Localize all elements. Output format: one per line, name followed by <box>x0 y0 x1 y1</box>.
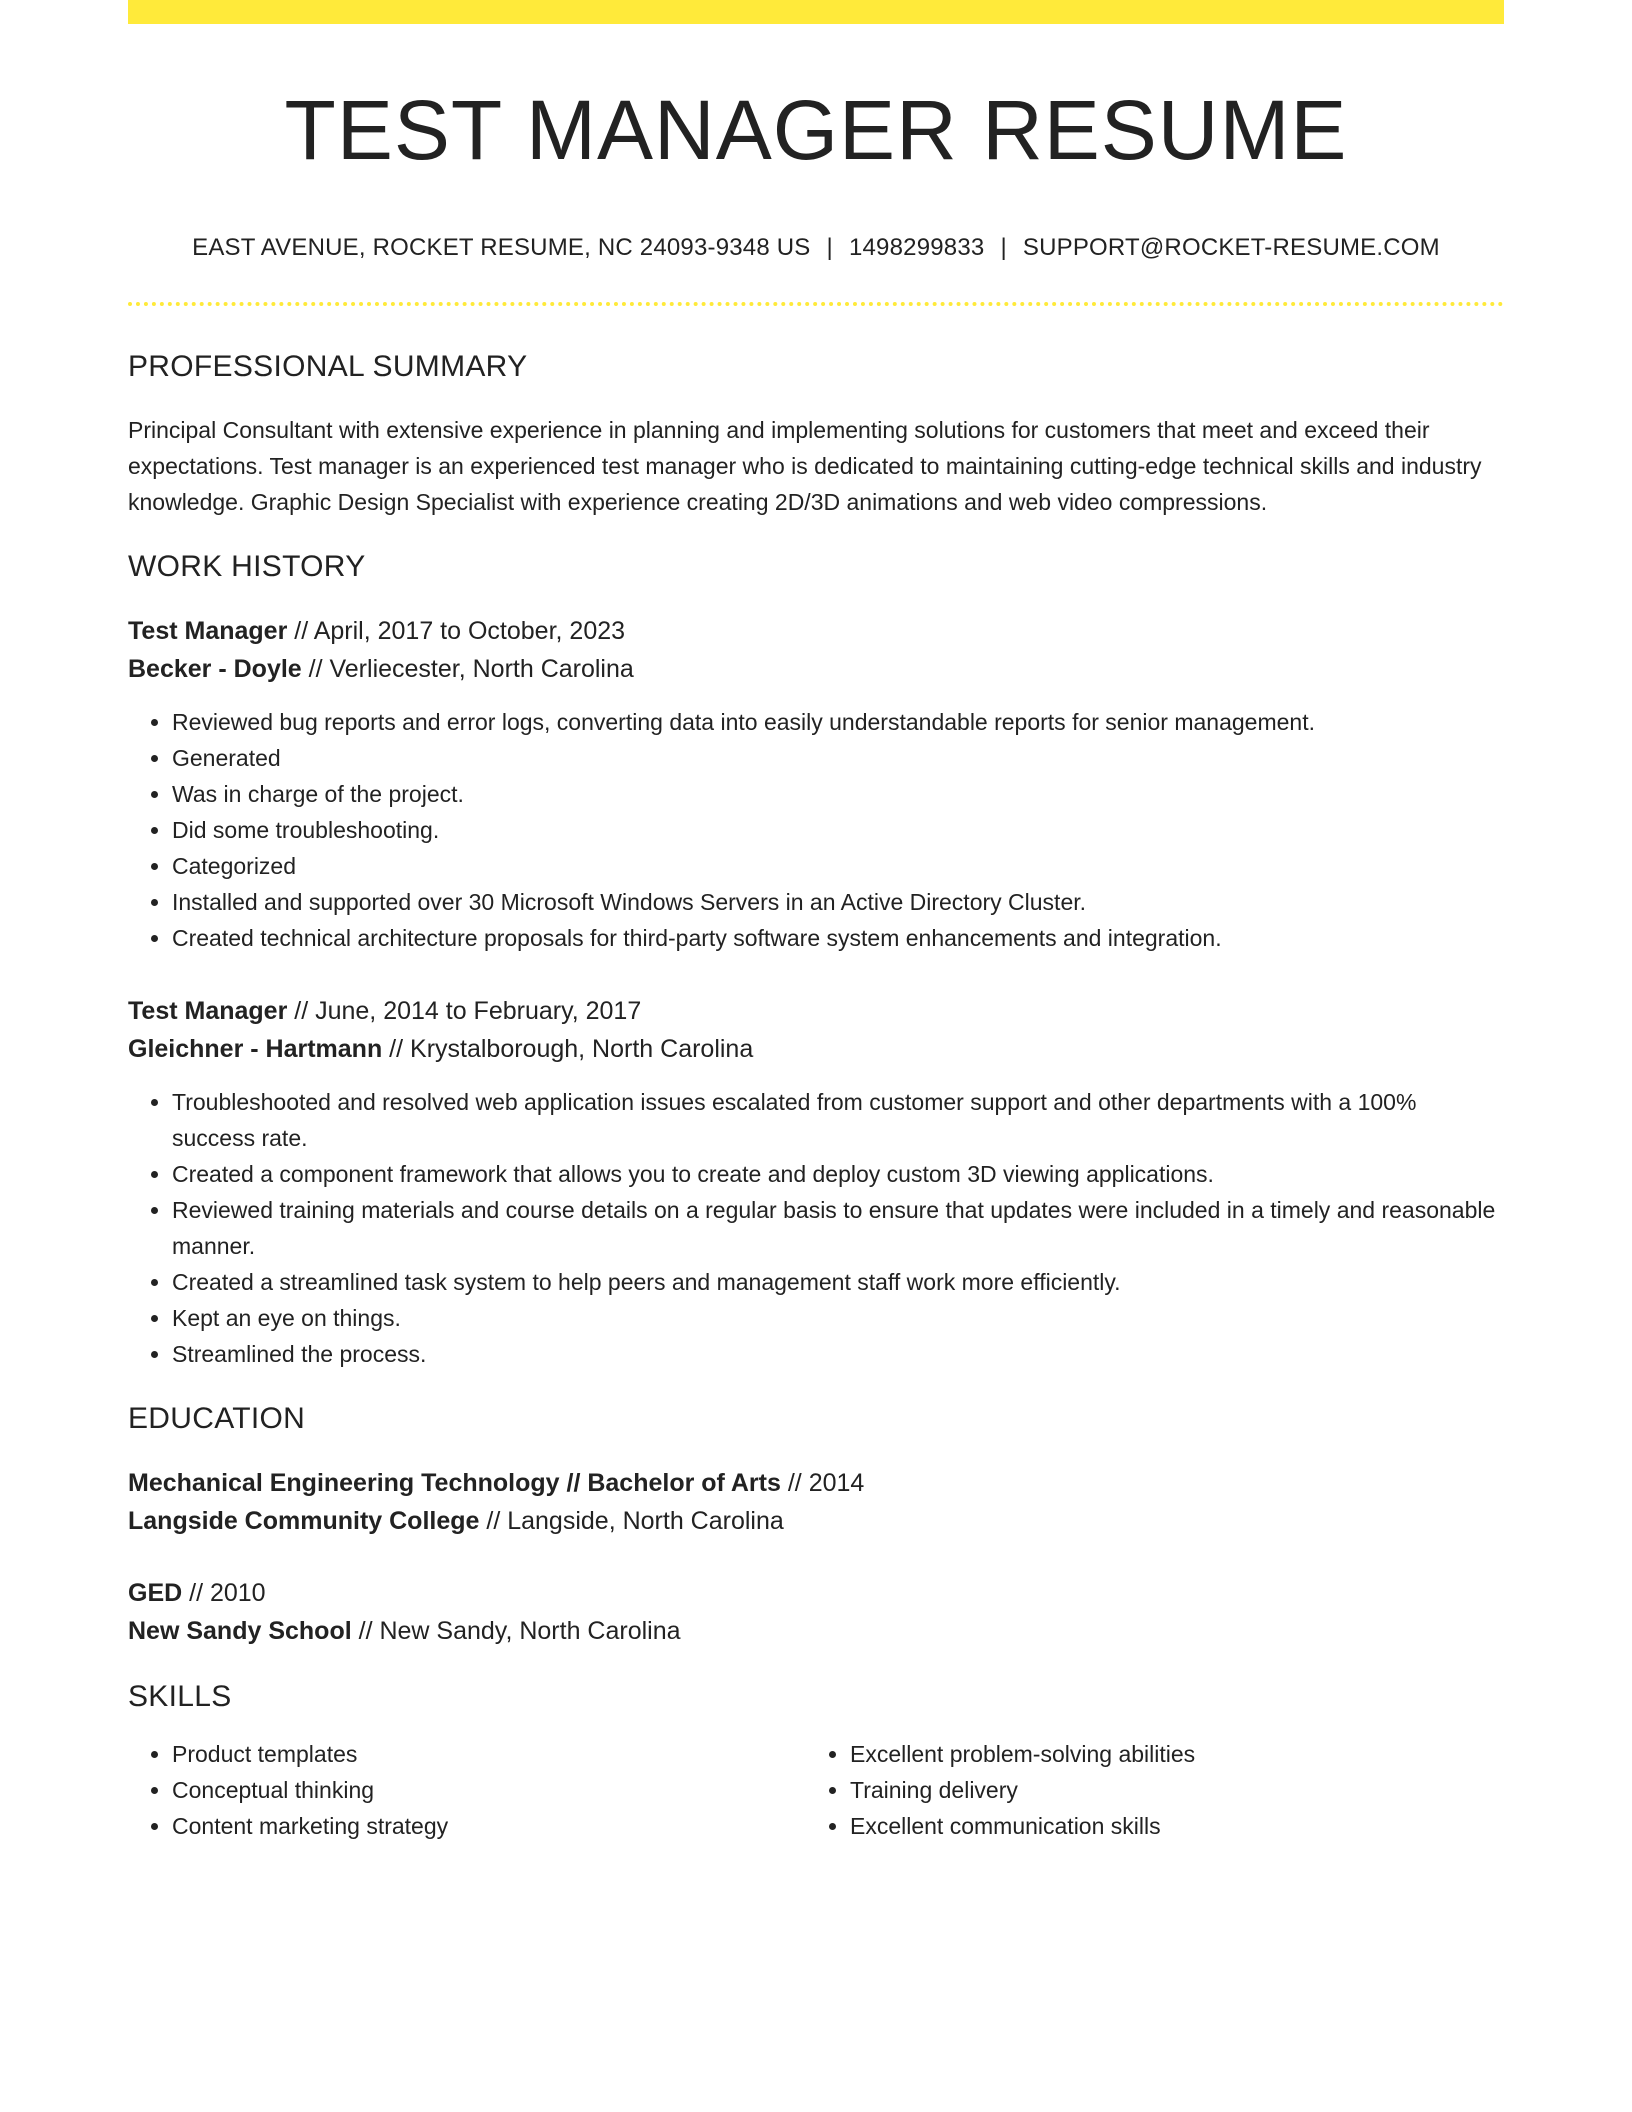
section-title-work: WORK HISTORY <box>128 550 366 584</box>
list-item: • Excellent problem-solving abilities <box>850 1736 1484 1772</box>
list-item: • Content marketing strategy <box>172 1808 806 1844</box>
contact-email: SUPPORT@ROCKET-RESUME.COM <box>1022 234 1440 262</box>
job-company: Becker - Doyle <box>128 655 302 684</box>
list-item: • Excellent communication skills <box>850 1808 1484 1844</box>
skills-column-right <box>806 1736 1484 1844</box>
skills-column-left <box>128 1736 806 1844</box>
education-entry <box>128 1574 1504 1650</box>
job-location: // Krystalborough, North Carolina <box>382 1035 754 1064</box>
list-item: • Categorized <box>172 848 1504 884</box>
list-item: • Created a streamlined task system to help peers and management staff work more efficiently. <box>172 1264 1504 1300</box>
contact-separator: | <box>826 234 833 262</box>
contact-line <box>128 234 1504 262</box>
contact-separator: | <box>1000 234 1007 262</box>
list-item: • Product templates <box>172 1736 806 1772</box>
list-item: • Generated <box>172 740 1504 776</box>
list-item: • Created technical architecture proposals for third-party software system enhancements and integration. <box>172 920 1504 956</box>
job-dates: // June, 2014 to February, 2017 <box>287 997 642 1026</box>
job-entry <box>128 992 1504 1372</box>
section-title-skills: SKILLS <box>128 1680 232 1714</box>
education-school-line <box>128 1612 1504 1650</box>
resume-title: TEST MANAGER RESUME <box>284 83 1348 177</box>
contact-address: EAST AVENUE, ROCKET RESUME, NC 24093-9348 US <box>192 234 811 262</box>
list-item: • Reviewed bug reports and error logs, converting data into easily understandable reports for senior management. <box>172 704 1504 740</box>
education-school: Langside Community College <box>128 1507 480 1536</box>
summary-text: Principal Consultant with extensive experience in planning and implementing solutions for customers that meet and exceed their expectations. Test manager is an experienced test manager who is dedicated to maintaining cutting-edge technical skills and industry knowledge. Graphic Design Specialist with experience creating 2D/3D animations and web video compressions. <box>128 417 1482 516</box>
job-entry <box>128 612 1504 956</box>
job-title-line <box>128 992 1504 1030</box>
job-bullets <box>128 1084 1504 1372</box>
list-item: • Kept an eye on things. <box>172 1300 1504 1336</box>
education-year: // 2010 <box>182 1579 266 1608</box>
accent-top-bar <box>128 0 1504 24</box>
job-company: Gleichner - Hartmann <box>128 1035 383 1064</box>
job-title-line <box>128 612 1504 650</box>
education-degree: GED <box>128 1579 183 1608</box>
education-location: // Langside, North Carolina <box>479 1507 784 1536</box>
list-item: • Was in charge of the project. <box>172 776 1504 812</box>
job-dates: // April, 2017 to October, 2023 <box>287 617 626 646</box>
list-item: • Training delivery <box>850 1772 1484 1808</box>
dotted-divider <box>128 302 1504 306</box>
skills-list <box>128 1736 1504 1844</box>
section-title-education: EDUCATION <box>128 1402 306 1436</box>
list-item: • Installed and supported over 30 Microsoft Windows Servers in an Active Directory Cluster. <box>172 884 1504 920</box>
education-degree-line <box>128 1464 1504 1502</box>
skills-bullets <box>806 1736 1484 1844</box>
list-item: • Reviewed training materials and course details on a regular basis to ensure that updates were included in a timely and reasonable manner. <box>172 1192 1504 1264</box>
job-bullets <box>128 704 1504 956</box>
education-year: // 2014 <box>780 1469 865 1498</box>
education-degree: Mechanical Engineering Technology // Bachelor of Arts <box>128 1469 781 1498</box>
education-entry <box>128 1464 1504 1540</box>
education-degree-line <box>128 1574 1504 1612</box>
resume-page <box>128 0 1504 1844</box>
list-item: • Did some troubleshooting. <box>172 812 1504 848</box>
list-item: • Troubleshooted and resolved web application issues escalated from customer support and other departments with a 100% success rate. <box>172 1084 1504 1156</box>
job-company-line <box>128 650 1504 688</box>
job-company-line <box>128 1030 1504 1068</box>
list-item: • Created a component framework that allows you to create and deploy custom 3D viewing applications. <box>172 1156 1504 1192</box>
job-title: Test Manager <box>128 617 288 646</box>
education-location: // New Sandy, North Carolina <box>351 1617 681 1646</box>
contact-phone: 1498299833 <box>848 234 985 262</box>
education-school: New Sandy School <box>128 1617 352 1646</box>
list-item: • Streamlined the process. <box>172 1336 1504 1372</box>
skills-bullets <box>128 1736 806 1844</box>
job-location: // Verliecester, North Carolina <box>301 655 634 684</box>
section-title-summary: PROFESSIONAL SUMMARY <box>128 350 528 384</box>
job-title: Test Manager <box>128 997 288 1026</box>
education-school-line <box>128 1502 1504 1540</box>
list-item: • Conceptual thinking <box>172 1772 806 1808</box>
